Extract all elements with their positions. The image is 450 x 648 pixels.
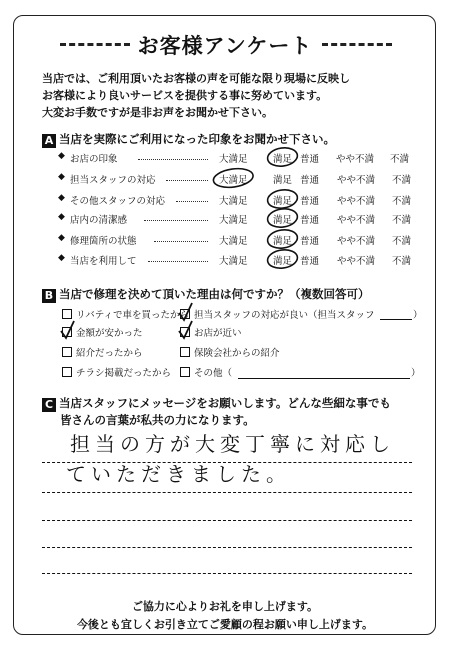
rating-option[interactable]: 普通 [300,215,320,226]
rating-label: 店内の清潔感 [70,215,128,226]
closing-line: ご協力に心よりお礼を申し上げます。 [131,600,319,613]
rating-row [58,212,428,230]
dotted-leader [138,159,208,160]
section-c-heading [42,395,391,412]
label-referral: 紹介だったから [76,348,143,359]
rating-option[interactable]: 大満足 [219,196,248,207]
label-other: その他（ [194,368,233,379]
rating-option[interactable]: やや不満 [336,154,375,165]
section-a-letter: A [42,134,56,148]
rating-option[interactable]: やや不満 [337,215,376,226]
rating-option[interactable]: 不満 [390,154,410,165]
rating-option[interactable]: 普通 [300,175,320,186]
handwritten-message-line-2: ていただきました。 [66,462,291,486]
checkbox-liberty-car[interactable] [62,309,72,319]
checkbox-cheap-price[interactable] [62,327,72,337]
rating-option[interactable]: 不満 [392,256,412,267]
checkbox-shop-near[interactable] [180,327,190,337]
rating-option[interactable]: やや不満 [337,256,376,267]
rating-option[interactable]: 満足 [273,215,293,226]
rating-label: その他スタッフの対応 [70,196,166,207]
rating-option[interactable]: 大満足 [219,236,248,247]
other-close-paren: ） [411,368,421,379]
dotted-leader [148,261,208,262]
bullet-icon: ◆ [58,233,65,243]
rating-row [58,233,428,251]
rating-option[interactable]: 普通 [300,236,320,247]
checkbox-flyer[interactable] [62,367,72,377]
label-liberty-car: リバティで車を買ったから [76,310,189,321]
section-c-letter: C [42,398,56,412]
intro-line: 大変お手数ですが是非お声をお聞かせ下さい。 [42,106,273,119]
rating-option[interactable]: 不満 [392,175,412,186]
label-flyer: チラシ掲載だったから [76,368,172,379]
rating-option[interactable]: 満足 [273,236,293,247]
title-dashes-right [322,43,392,46]
rating-row [58,193,428,211]
intro-line: 当店では、ご利用頂いたお客様の声を可能な限り現場に反映し [42,72,350,85]
rating-option[interactable]: やや不満 [337,175,376,186]
section-c-title: 当店スタッフにメッセージをお願いします。どんな些細な事でも [59,396,391,410]
closing-line: 今後とも宜しくお引き立てご愛顧の程お願い申し上げます。 [76,618,374,631]
rating-option[interactable]: やや不満 [337,196,376,207]
rating-option[interactable]: やや不満 [337,236,376,247]
message-line[interactable] [42,547,412,548]
rating-option[interactable]: 満足 [273,154,293,165]
checkbox-other[interactable] [180,367,190,377]
other-blank[interactable] [238,378,410,379]
dotted-leader [176,201,208,202]
rating-option[interactable]: 満足 [273,196,293,207]
section-a-title: 当店を実際にご利用になった印象をお聞かせ下さい。 [59,132,335,146]
checkbox-staff-service[interactable] [180,309,190,319]
checkbox-referral[interactable] [62,347,72,357]
closing-text [0,598,450,634]
bullet-icon: ◆ [58,212,65,222]
rating-option[interactable]: 満足 [273,256,293,267]
rating-option[interactable]: 不満 [392,215,412,226]
rating-option[interactable]: 満足 [273,175,293,186]
checkbox-insurance[interactable] [180,347,190,357]
bullet-icon: ◆ [58,151,65,161]
page-title: お客様アンケート [137,34,313,58]
dotted-leader [166,180,208,181]
bullet-icon: ◆ [58,172,65,182]
rating-option[interactable]: 大満足 [219,215,248,226]
intro-line: お客様により良いサービスを提供する事に努めています。 [42,89,328,102]
dotted-leader [154,241,208,242]
rating-option[interactable]: 普通 [300,196,320,207]
handwritten-message-line-1: 担当の方が大変丁寧に対応し [70,432,395,456]
rating-label: 担当スタッフの対応 [70,175,156,186]
bullet-icon: ◆ [58,253,65,263]
message-line[interactable] [42,573,412,574]
intro-text [42,70,422,121]
rating-option[interactable]: 大満足 [219,256,248,267]
section-a-heading [42,131,335,148]
dotted-leader [144,220,208,221]
staff-close-paren: ） [413,310,423,321]
section-b-heading [42,286,370,303]
rating-option[interactable]: 普通 [300,256,320,267]
label-staff-service: 担当スタッフの対応が良い（担当スタッフ [194,310,375,321]
rating-option[interactable]: 大満足 [219,154,248,165]
rating-option[interactable]: 普通 [300,154,320,165]
section-b-title: 当店で修理を決めて頂いた理由は何ですか？（複数回答可） [59,287,370,301]
rating-row [58,151,428,169]
rating-row [58,172,428,190]
section-c-subtitle: 皆さんの言葉が私共の力になります。 [60,413,255,427]
title-row [0,30,450,58]
rating-option[interactable]: 不満 [392,236,412,247]
section-b-letter: B [42,289,56,303]
staff-name-blank[interactable] [380,319,412,320]
label-cheap-price: 金額が安かった [76,328,143,339]
message-line[interactable] [42,492,412,493]
rating-option[interactable]: 大満足 [219,175,248,186]
rating-label: 修理箇所の状態 [70,236,137,247]
label-shop-near: お店が近い [194,328,242,339]
rating-row [58,253,428,271]
label-insurance: 保険会社からの紹介 [194,348,280,359]
rating-label: 当店を利用して [70,256,137,267]
bullet-icon: ◆ [58,193,65,203]
rating-option[interactable]: 不満 [392,196,412,207]
rating-label: お店の印象 [70,154,118,165]
message-line[interactable] [42,520,412,521]
